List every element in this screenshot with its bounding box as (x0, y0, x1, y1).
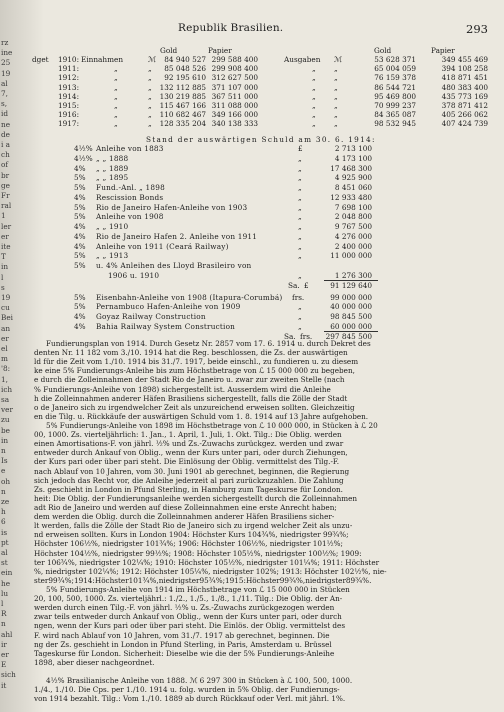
gutter-fragment: ler (1, 221, 12, 231)
gutter-fragment: in (1, 262, 9, 272)
text-line: heit: Die Oblig. der Fundierungsanleihe werden sichergestellt durch die Zolleinnahmen (34, 493, 358, 503)
debt-row (34, 203, 496, 212)
debt-name: „ „ 1895 (96, 173, 129, 183)
gutter-fragment: ine (1, 48, 13, 58)
gutter-fragment: be (1, 425, 10, 435)
debt-amount: 7 698 100 (334, 202, 372, 212)
debt-currency: „ (298, 251, 302, 261)
debt-rate: 4% (74, 163, 86, 173)
debt-name: Rio de Janeiro Hafen 2. Anleihe von 1911 (96, 231, 258, 241)
gutter-fragment: er (1, 650, 9, 659)
debt-name: Goyaz Railway Construction (96, 312, 206, 321)
budget-income-label: „ (114, 110, 118, 120)
budget-gold-income: 85 048 526 (164, 64, 206, 74)
gutter-fragment: n (1, 486, 6, 496)
gutter-fragment: 1, (1, 374, 8, 384)
gutter-fragment: an (1, 323, 11, 333)
debt-currency: „ (298, 241, 302, 251)
gutter-fragment: sa (1, 395, 10, 404)
text-line: Höchster 104½%, niedrigster 99½%; 1908: Höchster 105½%, niedrigster 100½%; 1909: (34, 548, 362, 558)
debt-heading-row (34, 135, 496, 144)
debt-currency: frs. (292, 292, 305, 302)
debt-sum-value: 297 845 500 (325, 331, 372, 341)
text-line: nach Ablauf von 10 Jahren, vom 30. Juni 1901 ab gerechnet, beginnen, die Regierung (34, 466, 350, 476)
budget-year: 1917: (58, 119, 80, 129)
text-line: ng der Zs. geschieht in London in Pfund Sterling, in Paris, Amsterdam u. Brüssel (34, 639, 332, 649)
debt-name: Anleihe von 1883 (96, 144, 164, 153)
debt-amount: 9 767 500 (334, 222, 372, 231)
gutter-fragment: al (1, 548, 8, 557)
budget-currency: „ (148, 73, 152, 83)
budget-gold-expense: 95 469 800 (374, 91, 416, 101)
debt-name: Eisenbahn-Anleihe von 1908 (Itapura-Corumbá) (96, 292, 283, 302)
text-line: Tageskurse für London. Sicherheit: Dieselbe wie die der 5% Fundierungs-Anleihe (34, 648, 335, 658)
budget-currency: „ (148, 110, 152, 120)
debt-name: „ „ 1888 (96, 153, 129, 163)
budget-year: 1911: (58, 64, 80, 74)
budget-currency: „ (148, 101, 152, 110)
budget-income-label: „ (114, 73, 118, 83)
text-line: % Fundierungs-Anleihe von 1898) sichergestellt ist. Ausserdem wird die Anleihe (34, 384, 331, 394)
gutter-fragment: m (1, 354, 8, 364)
text-line: 5% Fundierungs-Anleihe von 1914 im Höchstbetrage von ℒ 15 000 000 in Stücken (46, 584, 350, 594)
debt-rate: 5% (74, 292, 86, 302)
budget-papier-expense: 407 424 739 (441, 119, 488, 129)
debt-rate: 5% (74, 212, 86, 222)
budget-gold-income: 92 195 610 (164, 73, 206, 83)
gutter-fragment: R (1, 609, 7, 619)
debt-currency: „ (298, 321, 302, 331)
debt-amount: 60 000 000 (330, 321, 372, 331)
budget-expense-label: „ (312, 91, 316, 101)
gutter-fragment: 19 (1, 68, 11, 78)
debt-frs-row (34, 302, 496, 311)
debt-rate: 4½% (74, 153, 93, 163)
budget-currency: „ (334, 101, 338, 110)
debt-currency: „ (298, 231, 302, 241)
gutter-fragment: oh (1, 476, 11, 486)
budget-gold-expense: 84 365 087 (374, 110, 416, 120)
page-number: 293 (466, 22, 488, 36)
debt-name: Fund.-Anl. „ 1898 (96, 183, 165, 192)
debt-row (34, 232, 496, 241)
text-line: zwar teils entweder durch Ankauf von Oblig., wenn der Kurs unter pari, oder durch (34, 612, 342, 622)
text-line: o de Janeiro sich zu irgendwelcher Zeit als unzureichend erweisen sollten. Gleichzeitig (34, 402, 355, 412)
gutter-fragment: zu (1, 415, 10, 425)
gutter-fragment: Is (1, 456, 8, 466)
debt-sum-label: Sa. (284, 331, 296, 341)
debt-currency: „ (298, 202, 302, 212)
debt-currency: £ (298, 144, 303, 153)
debt-amount: 1 276 300 (334, 270, 372, 280)
gutter-fragment: cu (1, 303, 10, 313)
debt-rate: 4% (74, 321, 86, 331)
budget-income-label: „ (114, 119, 118, 129)
col-head-papier-expense: Papier (431, 46, 455, 55)
debt-row (34, 222, 496, 231)
debt-rate: 4% (74, 241, 86, 251)
col-head-papier-income: Papier (208, 46, 232, 55)
budget-year: 1912: (58, 73, 80, 83)
budget-papier-income: 312 627 500 (211, 73, 258, 83)
budget-year: 1910: (58, 55, 80, 64)
gutter-fragment: of (1, 160, 9, 170)
debt-name: Bahia Railway System Construction (96, 321, 236, 331)
budget-column-headers (34, 46, 496, 55)
budget-currency: „ (334, 73, 338, 83)
gutter-fragment: st (1, 558, 8, 568)
debt-amount: 98 845 500 (330, 312, 372, 321)
budget-currency: „ (334, 64, 338, 74)
budget-gold-income: 84 940 527 (164, 55, 206, 64)
gutter-fragment: it (1, 680, 7, 690)
budget-income-label: „ (114, 101, 118, 110)
gutter-fragment: n (1, 446, 6, 455)
budget-gold-expense: 76 159 378 (374, 73, 416, 83)
gutter-fragment: rz (1, 38, 9, 47)
debt-rate: 5% (74, 173, 86, 183)
budget-papier-expense: 480 383 400 (441, 82, 488, 92)
col-head-gold-expense: Gold (374, 46, 392, 55)
text-line: adt Rio de Janeiro und werden auf diese Zolleinnahmen eine erste Anrecht haben; (34, 502, 337, 512)
budget-currency: „ (148, 91, 152, 101)
budget-gold-income: 132 112 885 (159, 82, 206, 92)
budget-currency: „ (334, 110, 338, 120)
debt-rate: 4% (74, 192, 86, 202)
text-line: werden durch einen Tilg.-F. von jährl. ½% u. Zs.-Zuwachs zurückgezogen werden (34, 603, 335, 613)
text-line: einen Amortisations-F. von jährl. ½% und Zs.-Zuwachs zurückgez. werden und zwar (34, 439, 344, 449)
gutter-fragment: is (1, 527, 8, 537)
budget-year: 1914: (58, 91, 80, 101)
budget-row (34, 92, 496, 101)
debt-name: Rescission Bonds (96, 192, 164, 202)
budget-gold-income: 128 335 204 (159, 119, 206, 129)
debt-amount: 40 000 000 (330, 302, 372, 312)
text-line: %, niedrigster 102¼%; 1912: Höchster 105¼%, niedrigster 102%; 1913: Höchster 102½%, nie- (34, 566, 387, 576)
text-line: 00, 1000. Zs. vierteljährlich: 1. Jan., 1. April, 1. Juli, 1. Okt. Tilg.: Die Oblig. werden (34, 430, 342, 440)
text-line: 1898, aber dieser nachgeordnet. (34, 657, 155, 667)
budget-gold-income: 115 467 166 (159, 101, 206, 110)
text-line: ngen, wenn der Kurs pari oder über pari steht. Die Einlös. der Oblig. vermittelst des (34, 621, 346, 631)
debt-currency: „ (298, 192, 302, 202)
gutter-fragment: lu (1, 588, 9, 598)
text-line: 5% Fundierungs-Anleihe von 1898 im Höchstbetrage von ℒ 10 000 000, in Stücken à ℒ 20 (46, 420, 378, 430)
debt-rate: 5% (74, 183, 86, 192)
text-line: F. wird nach Ablauf von 10 Jahren, vom 31./7. 1917 ab gerechnet, beginnen. Die (34, 630, 330, 640)
debt-name: Rio de Janeiro Hafen-Anleihe von 1903 (96, 202, 248, 212)
gutter-fragment: 6 (1, 517, 6, 527)
debt-name: „ „ 1889 (96, 163, 129, 173)
text-line: ster99¾%;1914:Höchster101¾%,niedrigster95¾%;1915:Höchster99¾%,niedrigster89¾%. (34, 575, 372, 585)
debt-amount: 2 048 800 (334, 212, 372, 222)
budget-papier-expense: 349 455 469 (441, 55, 488, 64)
gutter-fragment: he (1, 578, 11, 588)
text-line: sich jedoch das Recht vor, die Anleihe jederzeit al pari zurückzuzahlen. Die Zahlung (34, 475, 344, 485)
debt-amount: 4 276 000 (334, 231, 372, 241)
debt-row (34, 164, 496, 173)
gutter-fragment: s, (1, 99, 8, 109)
debt-amount: 12 933 480 (330, 192, 372, 202)
budget-gold-expense: 86 544 721 (374, 82, 416, 92)
debt-rate: 4% (74, 222, 86, 231)
budget-currency: „ (334, 119, 338, 129)
budget-income-label: „ (114, 64, 118, 74)
text-line: der Kurs pari oder über pari steht. Die Einlösung der Oblig. vermittelst des Tilg.-F. (34, 457, 340, 467)
budget-currency: ℳ (148, 55, 156, 64)
debt-rate: 5% (74, 251, 86, 261)
debt-frs-row (34, 293, 496, 302)
gutter-fragment: ir (1, 639, 7, 649)
gutter-fragment: er (1, 333, 9, 343)
debt-amount: 99 000 000 (330, 292, 372, 302)
text-line: von 1914 bezahlt. Tilg.: Vom 1./10. 1889 ab durch Rückkauf oder Verl. mit jährl. 1%. (34, 694, 346, 704)
budget-currency: „ (334, 82, 338, 92)
gutter-fragment: 7, (1, 89, 8, 98)
gutter-fragment: l (1, 272, 4, 282)
text-line: e durch die Zolleinnahmen der Stadt Rio de Janeiro u. zwar zur zweiten Stelle (nach (34, 375, 345, 385)
gutter-fragment: ge (1, 180, 10, 190)
debt-currency: „ (298, 153, 302, 163)
debt-name: Anleihe von 1908 (96, 212, 164, 222)
debt-row (34, 242, 496, 251)
budget-papier-expense: 378 871 412 (441, 101, 488, 110)
gutter-fragment: ne (1, 119, 11, 129)
debt-row (34, 144, 496, 153)
debt-row (34, 261, 496, 270)
budget-currency: „ (148, 64, 152, 74)
debt-row (34, 251, 496, 260)
debt-row (34, 212, 496, 221)
budget-papier-expense: 418 871 451 (441, 73, 488, 83)
debt-amount: 11 000 000 (330, 251, 372, 261)
debt-rate: 5% (74, 302, 86, 312)
gutter-fragment: er (1, 231, 9, 241)
text-line: 1./4., 1./10. Die Cps. per 1./10. 1914 u. folg. wurden in 5% Oblig. der Fundierungs- (34, 685, 340, 695)
budget-papier-income: 367 511 000 (211, 91, 258, 101)
debt-currency: „ (298, 212, 302, 222)
gutter-fragment: '8: (1, 364, 11, 374)
debt-sum-currency: frs. (300, 331, 313, 341)
debt-sum-row (34, 281, 496, 290)
fundierung-paragraph (34, 339, 494, 667)
budget-papier-expense: 405 266 062 (441, 110, 488, 120)
debt-name: 1906 u. 1910 (108, 270, 160, 280)
text-line: 20, 100, 500, 1000. Zs. vierteljährl.: 1./2., 1./5., 1./8., 1./11. Tilg.: Die Oblig. der An- (34, 594, 343, 604)
debt-amount: 4 173 100 (334, 153, 372, 163)
gutter-fragment: ch (1, 150, 10, 160)
debt-rate: 4% (74, 231, 86, 241)
text-line: h die Zolleinnahmen anderer Häfen Brasiliens sichergestellt, falls die Zölle der Stadt (34, 393, 348, 403)
debt-amount: 2 400 000 (334, 241, 372, 251)
debt-row (34, 193, 496, 202)
debt-frs-row (34, 322, 496, 331)
gutter-fragment: sich (1, 670, 16, 680)
gutter-fragment: E (1, 660, 7, 670)
debt-amount: 2 713 100 (334, 144, 372, 153)
text-line: 4½% Brasilianische Anleihe von 1888. ℳ 6 297 300 in Stücken à ℒ 100, 500, 1000. (46, 676, 353, 685)
budget-income-label: Einnahmen (81, 55, 124, 64)
debt-name: Anleihe von 1911 (Ceará Railway) (96, 241, 229, 251)
budget-expense-label: „ (312, 101, 316, 110)
budget-gold-expense: 65 004 059 (374, 64, 416, 74)
budget-expense-label: Ausgaben (284, 55, 321, 64)
gutter-fragment: in (1, 435, 9, 445)
gutter-fragment: ral (1, 201, 12, 211)
budget-prefix: dget (32, 55, 49, 64)
gutter-fragment: ein (1, 568, 13, 578)
gutter-fragment: de (1, 129, 10, 139)
budget-currency: „ (148, 119, 152, 129)
gutter-fragment: 25 (1, 58, 11, 68)
gutter-fragment: Bei (1, 313, 14, 323)
budget-row (34, 55, 496, 64)
budget-expense-label: „ (312, 119, 316, 129)
gutter-fragment: h (1, 507, 6, 517)
debt-currency: „ (298, 312, 302, 321)
debt-amount: 4 925 900 (334, 173, 372, 183)
gutter-fragment: id (1, 109, 9, 119)
text-line: en die Tilg. u. Rückkäufe der auswärtigen Schuld vom 1. 8. 1914 auf 13 Jahre aufgehoben. (34, 411, 369, 421)
budget-row (34, 101, 496, 110)
budget-income-label: „ (114, 91, 118, 101)
gutter-fragment: 19 (1, 293, 11, 302)
debt-rate: 4½% (74, 144, 93, 153)
budget-row (34, 83, 496, 92)
gutter-fragment: pt (1, 537, 9, 547)
debt-sum-currency: £ (304, 280, 309, 290)
debt-heading: Stand der auswärtigen Schuld am 30. 6. 1914: (146, 135, 376, 144)
text-line: Fundierungsplan von 1914. Durch Gesetz Nr. 2857 vom 17. 6. 1914 u. durch Dekret des (46, 339, 371, 348)
debt-amount: 8 451 060 (334, 183, 372, 192)
gutter-fragment: ich (1, 384, 13, 394)
debt-rate: 5% (74, 202, 86, 212)
gutter-fragment: Fr (1, 191, 10, 200)
gutter-fragment: n (1, 619, 6, 629)
gutter-fragment: e (1, 466, 6, 476)
col-head-gold-income: Gold (160, 46, 178, 55)
text-line: ter 106¾%, niedrigster 102¼%; 1910: Höchster 105½%, niedrigster 101¼%; 1911: Höchster (34, 557, 380, 567)
budget-gold-expense: 98 532 945 (374, 119, 416, 129)
debt-row (34, 183, 496, 192)
debt-currency: „ (298, 222, 302, 231)
budget-papier-income: 299 588 400 (211, 55, 258, 64)
gutter-fragment: T (1, 252, 6, 262)
gutter-fragment: al (1, 78, 8, 88)
text-line: entweder durch Ankauf von Oblig., wenn der Kurs unter pari, oder durch Ziehungen, (34, 448, 348, 458)
gutter-fragment: ahl (1, 629, 13, 639)
budget-row (34, 119, 496, 128)
debt-currency: „ (298, 163, 302, 173)
debt-currency: „ (298, 183, 302, 192)
budget-row (34, 64, 496, 73)
text-line: Höchster 106½%, niedrigster 101¾%; 1906: Höchster 106½%, niedrigster 101½%; (34, 539, 343, 549)
budget-papier-income: 371 107 000 (211, 82, 258, 92)
budget-papier-income: 311 088 000 (211, 101, 258, 110)
budget-gold-expense: 70 999 237 (374, 101, 416, 110)
gutter-fragment: ze (1, 497, 10, 506)
debt-sum-label: Sa. (288, 280, 300, 290)
budget-papier-income: 349 166 000 (211, 110, 258, 120)
gutter-fragment: i a (1, 140, 11, 149)
debt-sum-value: 91 129 640 (330, 280, 372, 290)
gutter-fragment: ite (1, 242, 11, 251)
budget-row (34, 73, 496, 82)
gutter-fragment: el (1, 344, 8, 353)
budget-row (34, 110, 496, 119)
debt-currency: „ (298, 270, 302, 280)
budget-currency: „ (148, 82, 152, 92)
debt-frs-row (34, 312, 496, 321)
text-line: ld für die Zeit vom 1./10. 1914 bis 31./7. 1917, beide einschl., zu fundieren u. zu diesem (34, 357, 359, 367)
budget-papier-income: 299 908 400 (211, 64, 258, 74)
debt-amount: 17 468 300 (330, 163, 372, 173)
budget-papier-expense: 394 108 258 (441, 64, 488, 74)
budget-papier-expense: 435 773 169 (441, 91, 488, 101)
budget-year: 1915: (58, 101, 80, 110)
text-line: nd erweisen sollten. Kurs in London 1904: Höchster Kurs 104¾%, niedrigster 99¾%; (34, 530, 349, 540)
debt-rate: 5% (74, 261, 86, 270)
gutter-fragment: br (1, 170, 10, 180)
page-title: Republik Brasilien. (178, 22, 284, 34)
budget-gold-income: 130 219 885 (159, 91, 206, 101)
text-line: lt werden, falls die Zölle der Stadt Rio de Janeiro sich zu irgend welcher Zeit als unzu- (34, 521, 353, 531)
anleihe-1888-paragraph (34, 676, 494, 703)
budget-year: 1913: (58, 82, 80, 92)
budget-currency: ℳ (334, 55, 342, 64)
gutter-fragment: l (1, 599, 4, 608)
text-line: ke eine 5% Fundierungs-Anleihe bis zum Höchstbetrage von ℒ 15 000 000 zu begeben, (34, 366, 355, 376)
debt-currency: „ (298, 173, 302, 183)
budget-expense-label: „ (312, 73, 316, 83)
debt-row (34, 271, 496, 280)
text-line: dem werden die Oblig. durch die Zolleinnahmen anderer Häfen Brasiliens sicher- (34, 512, 335, 522)
debt-name: Pernambuco Hafen-Anleihe von 1909 (96, 302, 241, 312)
gutter-fragment: s (1, 282, 5, 292)
budget-income-label: „ (114, 82, 118, 92)
text-line: Zs. geschieht in London in Pfund Sterling, in Hamburg zum Tageskurse für London. (34, 484, 343, 494)
budget-gold-expense: 53 628 371 (374, 55, 416, 64)
budget-expense-label: „ (312, 64, 316, 74)
budget-papier-income: 340 138 333 (211, 119, 258, 129)
debt-rate: 4% (74, 312, 86, 321)
budget-currency: „ (334, 91, 338, 101)
debt-name: „ „ 1913 (96, 251, 129, 261)
debt-currency: „ (298, 302, 302, 312)
text-line: denten Nr. 11 182 vom 3./10. 1914 hat die Reg. beschlossen, die Zs. der auswärtigen (34, 348, 348, 358)
debt-name: „ „ 1910 (96, 222, 129, 231)
gutter-fragment: 1 (1, 211, 6, 221)
debt-row (34, 154, 496, 163)
page-header (0, 22, 504, 36)
budget-expense-label: „ (312, 110, 316, 120)
budget-year: 1916: (58, 110, 80, 120)
debt-name: u. 4% Anleihen des Lloyd Brasileiro von (96, 261, 252, 270)
budget-expense-label: „ (312, 82, 316, 92)
debt-row (34, 173, 496, 182)
gutter-fragment: ver (1, 405, 13, 415)
budget-gold-income: 110 682 467 (159, 110, 206, 120)
